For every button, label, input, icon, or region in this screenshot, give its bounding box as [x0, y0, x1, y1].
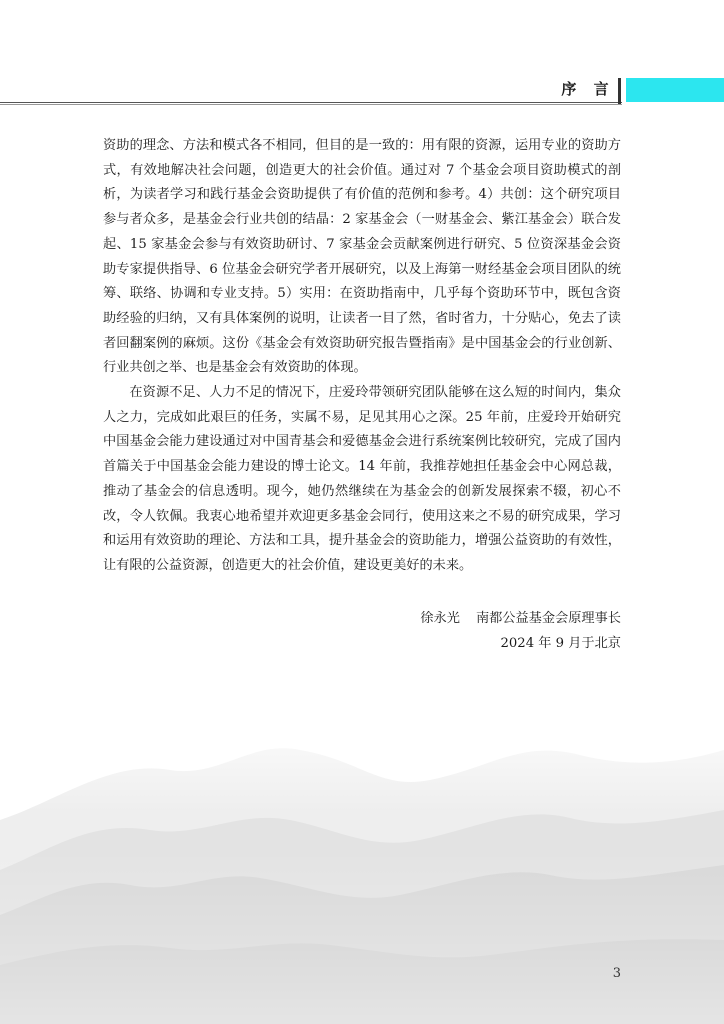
body-text [103, 134, 621, 579]
author-title: 南都公益基金会原理事长 [475, 611, 621, 626]
page-number: 3 [612, 966, 621, 981]
paragraph-2: 在资源不足、人力不足的情况下，庄爱玲带领研究团队能够在这么短的时间内，集众人之力，完成如此艰巨的任务，实属不易，足见其用心之深。25 年前，庄爱玲开始研究中国基金会能力建设通过对中国青基会和爱德基金会进行系统案例比较研究，完成了国内首篇关于中国基金会能力建设的博士论文。14 年前，我推荐她担任基金会中心网总裁，推动了基金会的信息透明。现今，她仍然继续在为基金会的创新发展探索不辍，初心不改，令人钦佩。我衷心地希望并欢迎更多基金会同行，使用这来之不易的研究成果，学习和运用有效资助的理论、方法和工具，提升基金会的资助能力，增强公益资助的有效性，让有限的公益资源，创造更大的社会价值，建设更美好的未来。 [103, 385, 621, 573]
paragraph-1: 资助的理念、方法和模式各不相同，但目的是一致的：用有限的资源，运用专业的资助方式，有效地解决社会问题，创造更大的社会价值。通过对 7 个基金会项目资助模式的剖析，为读者学习和践行基金会资助提供了有价值的范例和参考。4）共创：这个研究项目参与者众多，是基金会行业共创的结晶：2 家基金会（一财基金会、紫江基金会）联合发起、15 家基金会参与有效资助研讨、7 家基金会贡献案例进行研究、5 位资深基金会资助专家提供指导、6 位基金会研究学者开展研究，以及上海第一财经基金会项目团队的统筹、联络、协调和专业支持。5）实用：在资助指南中，几乎每个资助环节中，既包含资助经验的归纳，又有具体案例的说明，让读者一目了然，省时省力，十分贴心，免去了读者回翻案例的麻烦。这份《基金会有效资助研究报告暨指南》是中国基金会的行业创新、行业共创之举、也是基金会有效资助的体现。 [103, 138, 621, 376]
signature-line [420, 607, 621, 632]
header-divider-bar [618, 78, 621, 104]
signature-block [420, 607, 621, 656]
section-title: 序 言 [561, 80, 615, 98]
header-accent-block [626, 78, 724, 102]
signature-date: 2024 年 9 月于北京 [500, 635, 621, 651]
header-rule-thin [0, 104, 622, 105]
author-name: 徐永光 [420, 611, 460, 626]
header-rule [0, 102, 622, 103]
